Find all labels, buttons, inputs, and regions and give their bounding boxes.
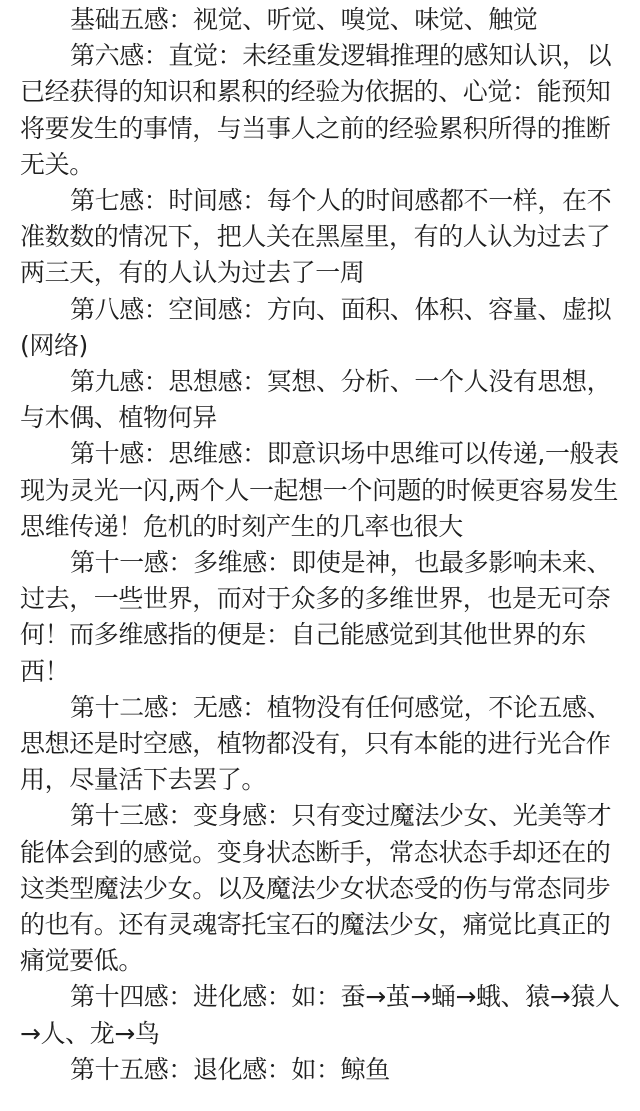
paragraph-fifteenth-sense: 第十五感：退化感：如：鲸鱼 xyxy=(70,1054,390,1084)
paragraph-basic-five-senses: 基础五感：视觉、听觉、嗅觉、味觉、触觉 xyxy=(70,5,538,34)
paragraph-eighth-sense: 第八感：空间感：方向、面积、体积、容量、虚拟(网络) xyxy=(20,294,612,360)
paragraph-thirteenth-sense: 第十三感：变身感：只有变过魔法少女、光美等才能体会到的感觉。变身状态断手，常态状态手却还在的这类型魔法少女。以及魔法少女状态受的伤与常态同步的也有。还有灵魂寄托宝石的魔法少女，痛觉比真正的痛觉要低。 xyxy=(20,801,612,976)
paragraph-tenth-sense: 第十感：思维感：即意识场中思维可以传递,一般表现为灵光一闪,两个人一起想一个问题的时候更容易发生思维传递！危机的时刻产生的几率也很大 xyxy=(20,439,619,541)
paragraph-fourteenth-sense: 第十四感：进化感：如：蚕→茧→蛹→蛾、猿→猿人→人、龙→鸟 xyxy=(20,982,620,1048)
paragraph-seventh-sense: 第七感：时间感：每个人的时间感都不一样，在不准数数的情况下，把人关在黑屋里，有的人认为过去了两三天，有的人认为过去了一周 xyxy=(20,186,612,288)
paragraph-ninth-sense: 第九感：思想感：冥想、分析、一个人没有思想，与木偶、植物何异 xyxy=(20,367,612,433)
paragraph-eleventh-sense: 第十一感：多维感：即使是神，也最多影响未来、过去，一些世界，而对于众多的多维世界，也是无可奈何！而多维感指的便是：自己能感觉到其他世界的东西！ xyxy=(20,548,612,686)
paragraph-sixth-sense: 第六感：直觉：未经重发逻辑推理的感知认识，以已经获得的知识和累积的经验为依据的、心觉：能预知将要发生的事情，与当事人之前的经验累积所得的推断无关。 xyxy=(20,41,612,179)
paragraph-twelfth-sense: 第十二感：无感：植物没有任何感觉，不论五感、思想还是时空感，植物都没有，只有本能的进行光合作用，尽量活下去罢了。 xyxy=(20,692,612,795)
